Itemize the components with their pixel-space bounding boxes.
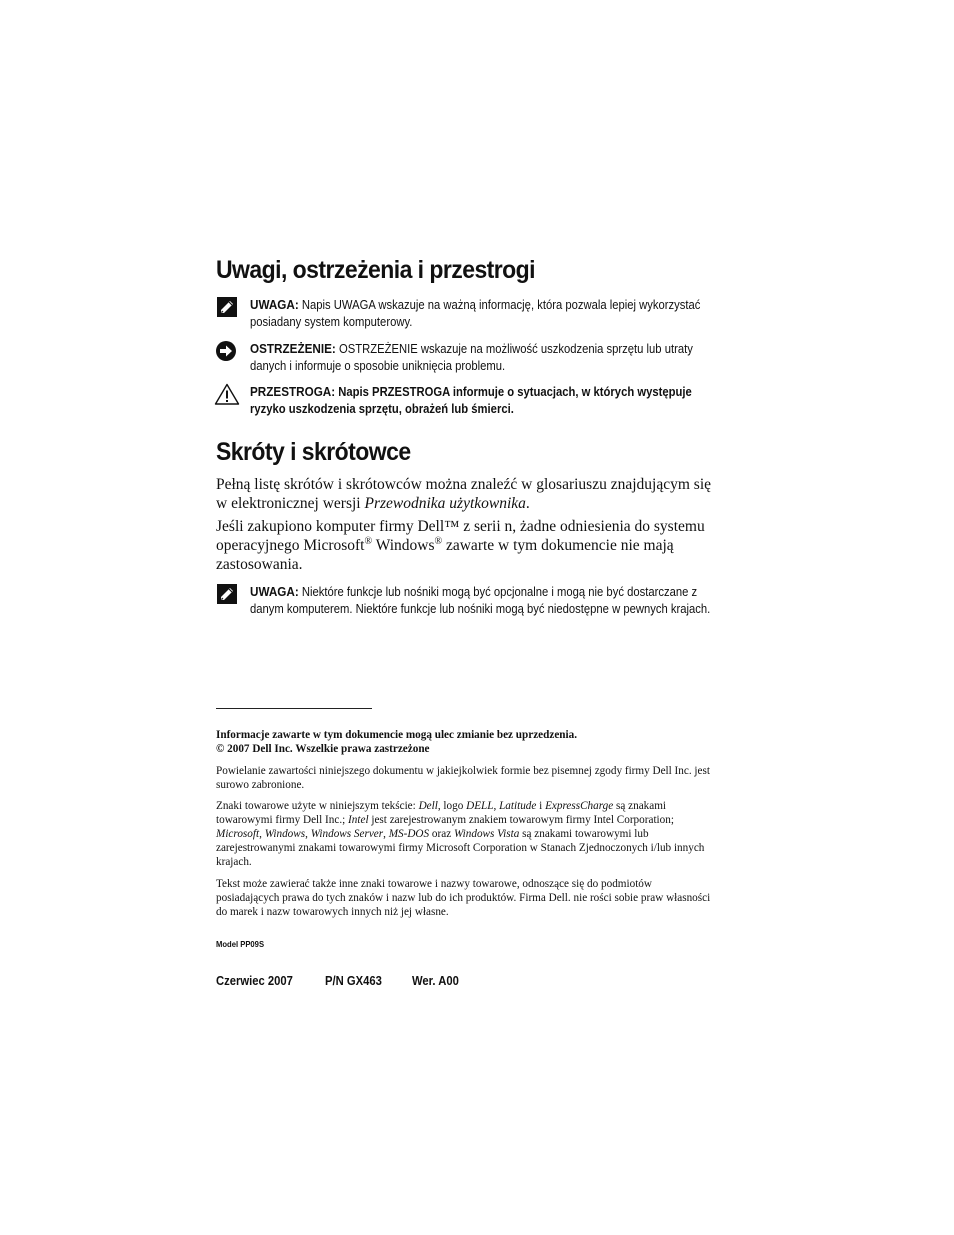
tm-name: Windows Vista: [453, 828, 520, 840]
tm-text: , logo: [437, 800, 467, 812]
registered-mark: ®: [364, 535, 373, 547]
notice-label: OSTRZEŻENIE:: [250, 341, 336, 356]
caution-block: [214, 383, 719, 418]
tm-name: Windows: [264, 828, 306, 840]
reproduction-notice: Powielanie zawartości niniejszego dokumentu w jakiejkolwiek formie bez pisemnej zgody firmy Dell Inc. jest surowo zabronione.: [216, 765, 710, 791]
revision: Wer. A00: [412, 974, 459, 988]
tm-text: i: [536, 800, 546, 812]
section-title-abbreviations: Skróty i skrótowce: [216, 438, 411, 466]
notice-block: [214, 340, 719, 375]
n-series-paragraph: [216, 517, 721, 574]
para1-text: Pełną listę skrótów i skrótowców można znaleźć w glosariuszu znajdującym się w elektronicznej wersji: [216, 476, 712, 512]
tm-text: są znakami towarowymi firmy Dell Inc.;: [216, 800, 667, 826]
legal-notice-bold: [216, 728, 716, 756]
note-block: [214, 583, 719, 618]
caution-label: PRZESTROGA:: [250, 384, 336, 399]
note-text: [250, 583, 718, 618]
note-text: [250, 296, 718, 331]
tm-text: ,: [493, 800, 500, 812]
other-trademarks-notice: Tekst może zawierać także inne znaki towarowe i nazwy towarowe, odnoszące się do podmiotów posiadających prawa do tych znaków i nazw lub do ich produktów. Firma Dell. nie rości sobie praw własności do marek i nazw towarowych innych niż jej własne.: [216, 878, 711, 918]
legal-change-notice: Informacje zawarte w tym dokumencie mogą ulec zmianie bez uprzedzenia.: [216, 729, 578, 741]
publication-date: Czerwiec 2007: [216, 974, 293, 988]
abbreviations-paragraph: [216, 475, 721, 513]
note-body: Napis UWAGA wskazuje na ważną informację, która pozwala lepiej wykorzystać posiadany system komputerowy.: [250, 298, 701, 329]
section-title-notes: Uwagi, ostrzeżenia i przestrogi: [216, 256, 536, 284]
tm-text: jest zarejestrowanym znakiem towarowym firmy Intel Corporation;: [368, 814, 674, 826]
notice-body: OSTRZEŻENIE wskazuje na możliwość uszkodzenia sprzętu lub utraty danych i informuje o sposobie uniknięcia problemu.: [250, 342, 693, 373]
note-label: UWAGA:: [250, 297, 299, 312]
tm-text: ,: [305, 828, 311, 840]
note-block: [214, 296, 719, 331]
registered-mark: ®: [434, 535, 443, 547]
notice-text: [250, 340, 718, 375]
copyright-line: © 2007 Dell Inc. Wszelkie prawa zastrzeżone: [216, 743, 430, 755]
para2-windows: Windows: [372, 537, 435, 554]
tm-name: Latitude: [499, 800, 537, 812]
caution-body: Napis PRZESTROGA informuje o sytuacjach, w których występuje ryzyko uszkodzenia sprzętu, obrażeń lub śmierci.: [250, 385, 692, 416]
tm-text: oraz: [429, 828, 454, 840]
note-label: UWAGA:: [250, 584, 299, 599]
para2-end: zawarte w tym dokumencie nie mają zastosowania.: [216, 537, 674, 573]
tm-name: Dell: [418, 800, 438, 812]
notice-arrow-icon: [214, 340, 240, 362]
tm-name: Intel: [348, 814, 369, 826]
para1-end: .: [525, 495, 530, 512]
tm-name: Microsoft: [216, 828, 260, 840]
note-pencil-icon: [214, 296, 240, 318]
model-number: Model PP09S: [216, 939, 265, 949]
tm-text: Znaki towarowe użyte w niniejszym tekście:: [216, 800, 419, 812]
para2-text: Jeśli zakupiono komputer firmy Dell™ z serii n, żadne odniesienia do systemu operacyjnego Microsoft: [216, 518, 705, 554]
caution-triangle-icon: [214, 383, 240, 405]
tm-name: MS-DOS: [388, 828, 430, 840]
tm-text: ,: [383, 828, 389, 840]
footnote-divider: [216, 708, 372, 709]
tm-text: ,: [259, 828, 265, 840]
caution-text: [250, 383, 718, 418]
para1-guide-title: Przewodnika użytkownika: [364, 495, 526, 512]
note-pencil-icon: [214, 583, 240, 605]
tm-text: są znakami towarowymi lub zarejestrowanymi znakami towarowymi firmy Microsoft Corporation w Stanach Zjednoczonych i/lub innych krajach.: [216, 828, 705, 868]
tm-name: Windows Server: [310, 828, 384, 840]
part-number: P/N GX463: [325, 974, 382, 988]
trademarks-notice: [216, 799, 716, 869]
tm-name: DELL: [466, 800, 494, 812]
note-body: Niektóre funkcje lub nośniki mogą być opcjonalne i mogą nie być dostarczane z danym komputerem. Niektóre funkcje lub nośniki mogą być niedostępne w pewnych krajach.: [250, 585, 711, 616]
tm-name: ExpressCharge: [545, 800, 614, 812]
